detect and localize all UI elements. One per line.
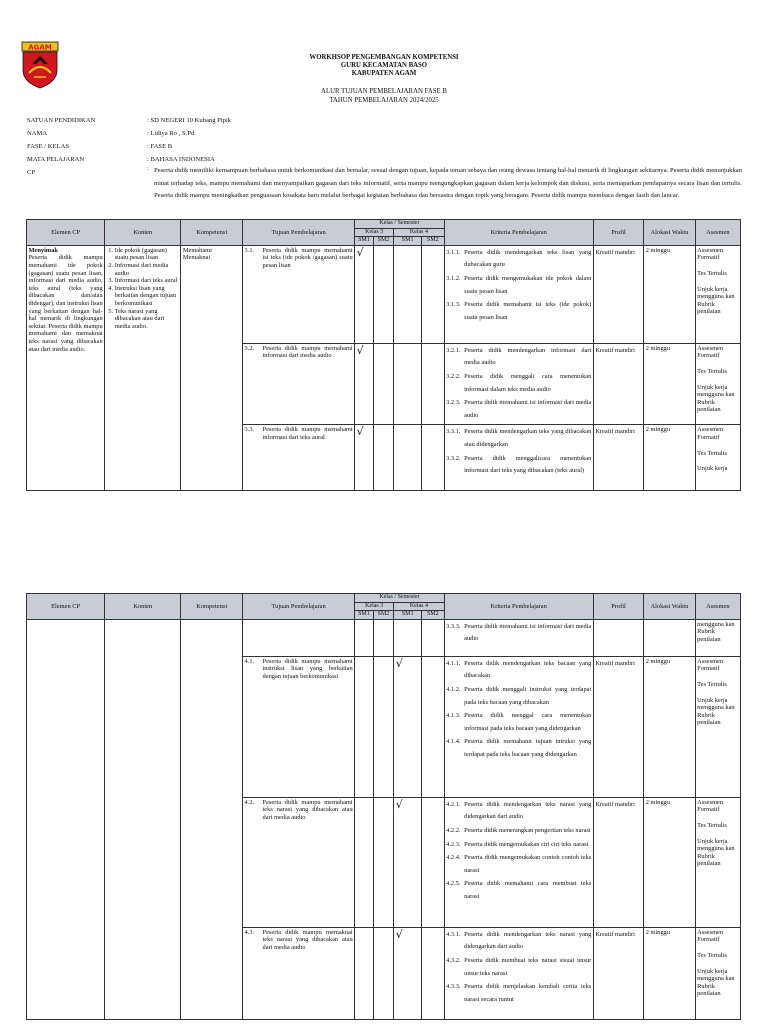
- asesmen-item: Tes Tertulis: [697, 951, 727, 959]
- elemen-text: Peserta didik mampu memahami ide pokok (gagasan) suatu pesan lisan, informasi dari media audio, teks aural (teks yang dibacakan dan/atau didengar), dan instruksi lisan yang berkaitan dengan hal- hal menarik di lingkungan sekitar. Peserta didik mampu memahami dan memaknai teks narasi yang dibacakan atau dari media audio.: [28, 254, 103, 353]
- kriteria-text: Peserta didik menerangkan pengertian teks narasi: [464, 826, 591, 834]
- col-konten: Konten: [105, 220, 181, 246]
- col-alokasi: Alokasi Waktu: [644, 594, 695, 620]
- meta-key: MATA PELAJARAN: [27, 156, 85, 163]
- kriteria-cell: [444, 797, 593, 927]
- tujuan-text: Peserta didik mampu memahami isi teks (ide pokok /gagasan) suatu pesan lisan: [262, 246, 353, 269]
- elemen-cell: [27, 245, 105, 491]
- kriteria-number: 3.3.1.: [446, 428, 461, 436]
- kriteria-number: 3.2.3.: [446, 399, 461, 407]
- kriteria-number: 4.3.2.: [446, 956, 461, 964]
- check-icon: √: [395, 927, 403, 941]
- profil-cell: Kreatif mandiri: [593, 425, 643, 491]
- konten-item: 3. Informasi dari teks aural: [115, 277, 179, 285]
- asesmen-item: Tes Tertulis: [697, 367, 727, 375]
- asesmen-item: Unjuk kerja mengguna kan Rubrik penilaian: [697, 285, 735, 316]
- kriteria-cell: [444, 927, 593, 1019]
- profil-cell: Kreatif mandiri: [593, 797, 643, 927]
- tujuan-number: 3.2.: [244, 344, 255, 352]
- alokasi-cell: 2 minggu: [644, 656, 695, 797]
- kriteria-cell: [444, 343, 593, 425]
- tujuan-cell: [243, 656, 355, 797]
- col-tujuan: Tujuan Pembelajaran: [243, 594, 355, 620]
- kriteria-text: Peserta didik mendengarkan teks lisan yang dubacakan guru: [464, 248, 592, 269]
- kriteria-number: 4.1.3.: [446, 712, 461, 720]
- alokasi-cell: 2 minggu: [644, 927, 695, 1019]
- asesmen-item: Unjuk kerja: [697, 465, 728, 473]
- alokasi-cell: 2 minggu: [644, 797, 695, 927]
- header-line-2: GURU KECAMATAN BASO: [340, 62, 428, 69]
- kriteria-cell: [444, 656, 593, 797]
- tujuan-number: 3.3.: [244, 426, 255, 434]
- kriteria-text: Peserta didik menggal cara menentukan informasi pada teks bacaan yang didengarkan: [464, 712, 592, 732]
- col-tujuan: Tujuan Pembelajaran: [243, 220, 355, 246]
- konten-item: 4. Instruksi lisan yang berkaitan dengan tujuan berkomunikasi: [115, 285, 179, 308]
- table-row: [27, 619, 741, 656]
- kriteria-text: Peserta didik memahami isi informasi dari media audio: [464, 622, 592, 643]
- meta-value: : BAHASA INDONESIA: [147, 156, 215, 163]
- check-icon: √: [356, 425, 364, 439]
- cp-key: CP: [27, 169, 36, 176]
- kriteria-text: Peserta didik memahami tujuan intruksi yang terdapat pada teks bacaan yang didengarkan: [464, 738, 592, 758]
- check-cell: [355, 245, 374, 343]
- asesmen-cell: [695, 343, 740, 425]
- col-kelas-4: Kelas 4: [394, 228, 444, 237]
- konten-item: 5. Teks narasi yang dibacakan atau dari media audio.: [115, 308, 179, 331]
- col-elemen: Elemen CP: [27, 220, 105, 246]
- col-kelas-semester: Kelas / Semester: [355, 220, 444, 229]
- check-cell: [355, 425, 374, 491]
- cp-colon: :: [147, 165, 149, 172]
- col-sm2: SM2: [373, 237, 394, 246]
- kriteria-text: Peserta didik menggalicara menentukan informasi dari teks yang dibacakan (teks aural): [464, 454, 592, 475]
- atp-table-1: [26, 219, 741, 491]
- col-sm1: SM1: [394, 611, 422, 620]
- kriteria-number: 3.3.3.: [446, 622, 461, 630]
- kriteria-cell: [444, 425, 593, 491]
- kriteria-text: Peserta didik menggali cara menentukan informasi dalam teks media audio: [464, 372, 592, 393]
- kriteria-number: 4.2.4.: [446, 854, 461, 862]
- asesmen-item: Tes Tertulis: [697, 269, 727, 277]
- col-sm2: SM2: [422, 237, 445, 246]
- asesmen-cell: [695, 656, 740, 797]
- kriteria-number: 4.1.2.: [446, 685, 461, 693]
- col-kriteria: Kriteria Pembelajaran: [444, 220, 593, 246]
- kriteria-number: 3.1.2.: [446, 274, 461, 282]
- asesmen-cell: [695, 425, 740, 491]
- tujuan-text: Peserta didik mampu memahami informasi dari teks aural: [262, 426, 353, 441]
- kriteria-text: Peserta didik mengemukakan contoh contoh teks narasi: [464, 854, 592, 874]
- kriteria-text: Peserta didik mendengarkan teks narasi yang didengarkan dari audio: [464, 930, 592, 951]
- asesmen-item: Assesmen Formatif: [697, 344, 724, 360]
- kriteria-text: Peserta didik mendengarkan informasi dari media audio: [464, 346, 592, 367]
- meta-key: NAMA: [27, 130, 48, 137]
- tujuan-cell: [243, 343, 355, 425]
- kriteria-cell: [444, 245, 593, 343]
- tujuan-number: 4.3.: [244, 928, 255, 936]
- profil-cell: Kreatif mandiri: [593, 245, 643, 343]
- elemen-title: Menyimak: [28, 246, 58, 254]
- kriteria-number: 4.3.1.: [446, 930, 461, 938]
- meta-key: SATUAN PENDIDIKAN: [27, 117, 96, 124]
- kriteria-text: Peserta didik mendengarkan teks yang dibacakan atau didengarkan: [464, 428, 592, 448]
- asesmen-cell: [695, 797, 740, 927]
- meta-value: : SD NEGERI 10 Kubang Pipik: [147, 117, 232, 124]
- kriteria-number: 4.1.4.: [446, 738, 461, 746]
- tujuan-text: Peserta didik mampu memahami instruksi lisan yang berkaitan dengan tujuan berkomunikasi: [262, 657, 353, 680]
- kriteria-text: Peserta didik membuat teks narasi sisuai unsur unsur teks narasi: [464, 956, 592, 977]
- col-konten: Konten: [105, 594, 181, 620]
- asesmen-item: Assesmen Formatif: [697, 657, 724, 673]
- kriteria-text: Peserta didik mendengarkan teks bacaan yang dibacakan: [464, 659, 592, 680]
- alokasi-cell: 2 minggu: [644, 245, 695, 343]
- asesmen-item: Tes Tertulis: [697, 821, 727, 829]
- asesmen-item: Assesmen Formatif: [697, 798, 724, 814]
- col-kompetensi: Kompetensi: [181, 594, 243, 620]
- meta-key: FASE / KELAS: [27, 143, 70, 150]
- kriteria-number: 4.3.3.: [446, 983, 461, 991]
- tujuan-cell: [243, 797, 355, 927]
- col-elemen: Elemen CP: [27, 594, 105, 620]
- col-asesmen: Asesmen: [695, 220, 740, 246]
- kriteria-text: Peserta didik mengemukakan ide pokok dalam suatu pesan lisan: [464, 274, 592, 295]
- kriteria-text: Peserta didik memahami isi informasi dari media audio: [464, 399, 592, 419]
- kriteria-text: Peserta didik memahami cara membuat teks narasi: [464, 880, 592, 900]
- col-alokasi: Alokasi Waktu: [644, 220, 695, 246]
- kriteria-number: 4.2.2.: [446, 826, 461, 834]
- asesmen-cell: [695, 245, 740, 343]
- header-line-1: WORKHSOP PENGEMBANGAN KOMPETENSI: [309, 54, 459, 61]
- tujuan-number: 3.1.: [244, 246, 255, 254]
- kriteria-number: 4.2.1.: [446, 800, 461, 808]
- col-kelas-3: Kelas 3: [355, 228, 394, 237]
- check-cell: [355, 343, 374, 425]
- col-kelas-3: Kelas 3: [355, 602, 394, 611]
- col-kriteria: Kriteria Pembelajaran: [444, 594, 593, 620]
- profil-cell: Kreatif mandiri: [593, 927, 643, 1019]
- profil-cell: Kreatif mandiri: [593, 343, 643, 425]
- profil-cell: Kreatif mandiri: [593, 656, 643, 797]
- cp-text: Peserta didik memiliki kemampuan berbahasa untuk berkomunikasi dan bernalar, sesuai dengan tujuan, kepada teman sebaya dan orang dewasa tentang hal-hal menarik di lingkungan sekitarnya. Peserta didik menunjukkan minat terhadap teks, mampu memahami dan menyampaikan gagasan dari teks informatif, serta mampu mengungkapkan gagasan dalam kerja kelompok dan diskusi, serta memaparkan pendapatnya secara lisan dan tertulis. Peserta didik mampu meningkatkan penguasaan kosakata baru melalui berbagai kegiatan berbahasa dan bersastra dengan topik yang beragam. Peserta didik mampu membaca dengan fasih dan lancar.: [154, 167, 742, 200]
- tujuan-text: Peserta didik mampu memahami teks narasi yang dibacakan atau dari media audio: [262, 798, 353, 821]
- alokasi-cell: 2 minggu: [644, 425, 695, 491]
- check-icon: √: [395, 656, 403, 670]
- col-profil: Profil: [593, 220, 643, 246]
- tujuan-number: 4.2.: [244, 798, 255, 806]
- tujuan-cell: [243, 245, 355, 343]
- tujuan-text: Peserta didik mampu memaknai teks narasi yang dibacakan atau dari media audio: [262, 928, 353, 951]
- asesmen-item: Tes Tertulis: [697, 680, 727, 688]
- tujuan-text: Peserta didik mampu memahami informasi dari media audio: [262, 344, 353, 360]
- kriteria-number: 4.2.5.: [446, 880, 461, 888]
- meta-value: : Lidiya Ro , S.Pd: [147, 130, 195, 137]
- col-sm1: SM1: [355, 611, 374, 620]
- kriteria-text: Peserta didik menggali instruksi yang terdapat pada teks bacaan yang dibacakan: [464, 685, 592, 706]
- kriteria-number: 3.3.2.: [446, 454, 461, 462]
- header-line-4: ALUR TUJUAN PEMBELAJARAN FASE B: [321, 88, 447, 95]
- asesmen-item: mengguna kan Rubrik penilaian: [697, 620, 735, 643]
- check-icon: √: [356, 245, 364, 259]
- kriteria-number: 4.2.3.: [446, 840, 461, 848]
- logo-text: AGAM: [28, 43, 52, 52]
- kompetensi-cell: Memahami Memaknai: [181, 245, 243, 491]
- konten-item: 1. Ide pokok (gagasan) suatu pesan lisan: [115, 247, 179, 262]
- check-cell: [394, 927, 422, 1019]
- asesmen-item: Assesmen Formatif: [697, 928, 724, 944]
- check-cell: [394, 656, 422, 797]
- check-icon: √: [395, 797, 403, 811]
- kriteria-text: Peserta didik menjelaskan kembali cerita teks narasi secara runtut: [464, 983, 592, 1003]
- tujuan-cell: [243, 927, 355, 1019]
- kriteria-text: Peserta didik mengemukakan ciri ciri teks narasi: [464, 840, 589, 848]
- kriteria-number: 3.2.1.: [446, 346, 461, 354]
- konten-item: 2. Informasi dari media audio: [115, 262, 179, 277]
- kriteria-cell: [444, 619, 593, 656]
- tujuan-number: 4.1.: [244, 657, 255, 665]
- check-icon: √: [356, 343, 364, 357]
- kriteria-text: Peserta didik memahami isi teks (ide pokok) suatu pesan lisan: [464, 301, 592, 321]
- asesmen-item: Tes Tertulis: [697, 449, 727, 457]
- col-sm2: SM2: [422, 611, 445, 620]
- asesmen-cell: [695, 619, 740, 656]
- table-row: [27, 245, 741, 343]
- atp-table-2: [26, 593, 741, 1020]
- tujuan-cell: [243, 425, 355, 491]
- asesmen-item: Assesmen Formatif: [697, 246, 724, 262]
- asesmen-cell: [695, 927, 740, 1019]
- col-asesmen: Asesmen: [695, 594, 740, 620]
- kriteria-number: 3.1.3.: [446, 301, 461, 309]
- asesmen-item: Assesmen Formatif: [697, 426, 724, 441]
- asesmen-item: Unjuk kerja mengguna kan Rubrik penilaian: [697, 383, 735, 414]
- asesmen-item: Unjuk kerja mengguna kan Rubrik penilaian: [697, 837, 735, 868]
- asesmen-item: Unjuk kerja mengguna kan Rubrik penilaian: [697, 696, 735, 727]
- kriteria-number: 4.1.1.: [446, 659, 461, 667]
- check-cell: [394, 797, 422, 927]
- col-kelas-4: Kelas 4: [394, 602, 444, 611]
- col-kelas-semester: Kelas / Semester: [355, 594, 444, 603]
- meta-value: : FASE B: [147, 143, 173, 150]
- col-kompetensi: Kompetensi: [181, 220, 243, 246]
- col-sm2: SM2: [373, 611, 394, 620]
- kriteria-text: Peserta didik mendengarkan teks narasi yang didengarkan dari audio: [464, 800, 592, 821]
- col-sm1: SM1: [355, 237, 374, 246]
- asesmen-item: Unjuk kerja mengguna kan Rubrik penilaian: [697, 967, 735, 998]
- col-profil: Profil: [593, 594, 643, 620]
- kriteria-number: 3.2.2.: [446, 372, 461, 380]
- header-line-5: TAHUN PEMBELAJARAN 2024/2025: [329, 97, 439, 104]
- konten-cell: [105, 245, 181, 491]
- alokasi-cell: 2 minggu: [644, 343, 695, 425]
- col-sm1: SM1: [394, 237, 422, 246]
- kriteria-number: 3.1.1.: [446, 248, 461, 256]
- header-line-3: KABUPATEN AGAM: [351, 70, 417, 77]
